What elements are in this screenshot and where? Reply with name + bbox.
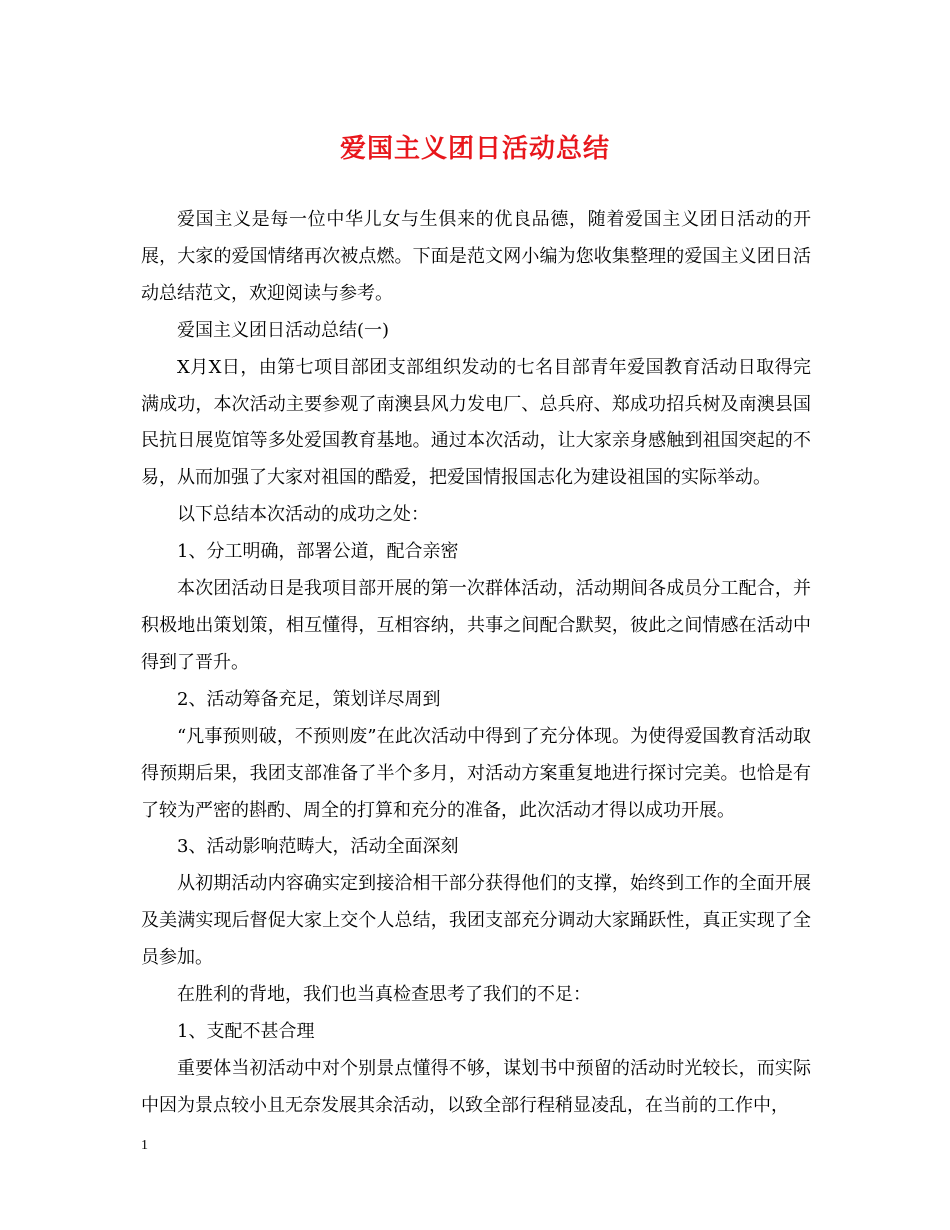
document-body — [141, 202, 811, 1125]
body-paragraph: 在胜利的背地，我们也当真检查思考了我们的不足： — [177, 984, 591, 1006]
body-paragraph: “凡事预则破，不预则废”在此次活动中得到了充分体现。为使得爱国教育活动取得预期后果，我团支部准备了半个多月，对活动方案重复地进行探讨完美。也恰是有了较为严密的斟酌、周全的打算和充分的准备，此次活动才得以成功开展。 — [141, 725, 811, 821]
body-paragraph: 本次团活动日是我项目部开展的第一次群体活动，活动期间各成员分工配合，并积极地出策划策，相互懂得，互相容纳，共事之间配合默契，彼此之间情感在活动中得到了晋升。 — [141, 578, 811, 673]
body-paragraph: X月X日，由第七项目部团支部组织发动的七名目部青年爱国教育活动日取得完满成功，本次活动主要参观了南澳县风力发电厂、总兵府、郑成功招兵树及南澳县国民抗日展览馆等多处爱国教育基地。通过本次活动，让大家亲身感触到祖国突起的不易，从而加强了大家对祖国的酷爱，把爱国情报国志化为建设祖国的实际举动。 — [141, 356, 811, 489]
body-paragraph: 从初期活动内容确实定到接洽相干部分获得他们的支撑，始终到工作的全面开展及美满实现后督促大家上交个人总结，我团支部充分调动大家踊跃性，真正实现了全员参加。 — [141, 873, 811, 969]
page-number: 1 — [141, 1138, 148, 1153]
body-paragraph: 以下总结本次活动的成功之处： — [177, 504, 429, 526]
list-heading: 1、分工明确，部署公道，配合亲密 — [177, 541, 459, 563]
list-heading: 3、活动影响范畴大，活动全面深刻 — [177, 836, 459, 858]
section-heading: 爱国主义团日活动总结(一) — [177, 319, 390, 341]
document-title: 爱国主义团日活动总结 — [339, 134, 610, 164]
intro-paragraph: 爱国主义是每一位中华儿女与生俱来的优良品德，随着爱国主义团日活动的开展，大家的爱国情绪再次被点燃。下面是范文网小编为您收集整理的爱国主义团日活动总结范文，欢迎阅读与参考。 — [141, 209, 811, 304]
list-heading: 2、活动筹备充足，策划详尽周到 — [177, 688, 441, 710]
list-heading: 1、支配不甚合理 — [177, 1020, 315, 1042]
body-paragraph: 重要体当初活动中对个别景点懂得不够，谋划书中预留的活动时光较长，而实际中因为景点较小且无奈发展其余活动，以致全部行程稍显凌乱，在当前的工作中， — [141, 1057, 811, 1116]
